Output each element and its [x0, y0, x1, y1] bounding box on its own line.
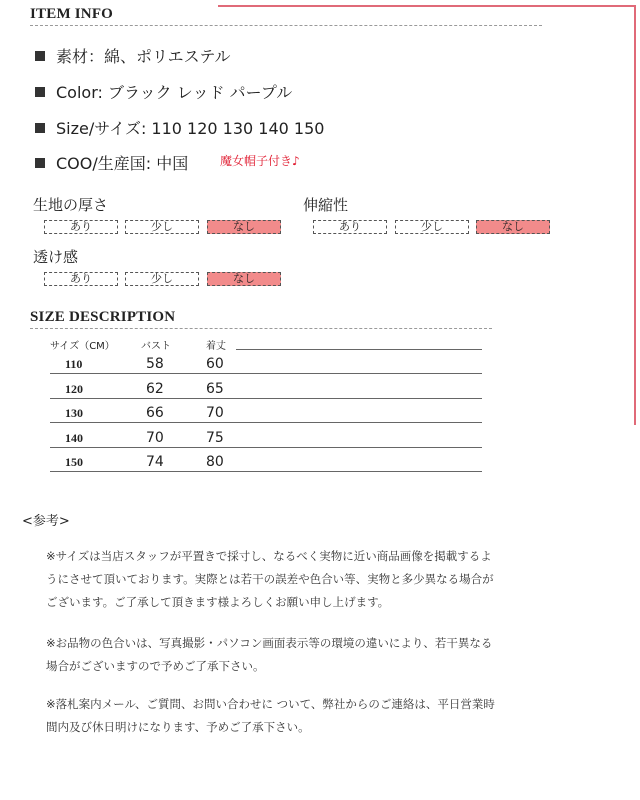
- table-row-bust: 74: [146, 454, 164, 470]
- square-bullet-icon: [35, 51, 45, 61]
- size-description-title: SIZE DESCRIPTION: [30, 309, 176, 325]
- table-row-line: [50, 447, 482, 448]
- note-line: ※サイズは当店スタッフが平置きで採寸し、なるべく実物に近い商品画像を掲載するよ: [46, 549, 492, 563]
- table-row-size: 150: [65, 455, 83, 469]
- sheerness-option-ari: あり: [44, 272, 118, 286]
- note-line: ※お品物の色合いは、写真撮影・パソコン画面表示等の環境の違いにより、若干異なる: [46, 636, 493, 650]
- note-contact: [46, 693, 606, 739]
- stretch-option-ari: あり: [313, 220, 387, 234]
- table-row-bust: 62: [146, 381, 164, 397]
- table-row-length: 70: [206, 405, 224, 421]
- note-color: [46, 632, 606, 678]
- header-size: サイズ（CM）: [50, 341, 115, 352]
- bullet-coo: [35, 151, 188, 174]
- table-row-size: 110: [65, 357, 83, 371]
- size-text: Size/サイズ: 110 120 130 140 150: [56, 119, 325, 138]
- note-line: 間内及び休日明けになります、予めご了承下さい。: [46, 720, 310, 734]
- square-bullet-icon: [35, 87, 45, 97]
- sheerness-option-sukoshi: 少し: [125, 272, 199, 286]
- note-line: 場合がございますので予めご了承下さい。: [46, 659, 265, 673]
- coo-text: COO/生産国: 中国: [56, 154, 189, 173]
- header-length: 着丈: [206, 341, 226, 352]
- note-line: ※落札案内メール、ご質問、お問い合わせに ついて、弊社からのご連絡は、平日営業時: [46, 697, 495, 711]
- bullet-color: [35, 80, 292, 103]
- table-row-size: 140: [65, 431, 83, 445]
- square-bullet-icon: [35, 123, 45, 133]
- table-row-size: 120: [65, 382, 83, 396]
- bullet-size: [35, 116, 324, 139]
- note-measurement: [46, 545, 606, 614]
- item-info-title: ITEM INFO: [30, 6, 114, 22]
- bullet-material: [35, 44, 231, 67]
- decor-red-line-right: [634, 5, 636, 425]
- color-text: Color: ブラック レッド パープル: [56, 83, 293, 102]
- table-row-size: 130: [65, 406, 83, 420]
- table-row-line: [50, 471, 482, 472]
- table-row-length: 65: [206, 381, 224, 397]
- witch-hat-note: 魔女帽子付き♪: [220, 154, 300, 168]
- table-row-line: [50, 373, 482, 374]
- stretch-option-sukoshi: 少し: [395, 220, 469, 234]
- table-row-length: 80: [206, 454, 224, 470]
- sheerness-option-nashi-selected: なし: [207, 272, 281, 286]
- size-description-divider: [30, 328, 492, 329]
- table-row-line: [50, 422, 482, 423]
- square-bullet-icon: [35, 158, 45, 168]
- thickness-option-ari: あり: [44, 220, 118, 234]
- table-row-length: 60: [206, 356, 224, 372]
- thickness-option-nashi-selected: なし: [207, 220, 281, 234]
- reference-title: <参考>: [22, 514, 70, 529]
- note-line: うにさせて頂いております。実際とは若干の誤差や色合い等、実物と多少異なる場合が: [46, 572, 494, 586]
- table-row-bust: 70: [146, 430, 164, 446]
- table-row-length: 75: [206, 430, 224, 446]
- note-line: ございます。ご了承して頂きます様よろしくお願い申し上げます。: [46, 595, 390, 609]
- thickness-label: 生地の厚さ: [33, 196, 109, 214]
- decor-red-line-top: [218, 5, 636, 7]
- item-info-divider: [30, 25, 542, 26]
- stretch-label: 伸縮性: [303, 196, 349, 214]
- stretch-option-nashi-selected: なし: [476, 220, 550, 234]
- thickness-option-sukoshi: 少し: [125, 220, 199, 234]
- table-row-bust: 58: [146, 356, 164, 372]
- table-header-line: [236, 349, 482, 350]
- table-row-line: [50, 398, 482, 399]
- table-row-bust: 66: [146, 405, 164, 421]
- header-bust: バスト: [141, 341, 171, 352]
- material-text: 素材：綿、ポリエステル: [56, 47, 231, 66]
- sheerness-label: 透け感: [33, 248, 79, 266]
